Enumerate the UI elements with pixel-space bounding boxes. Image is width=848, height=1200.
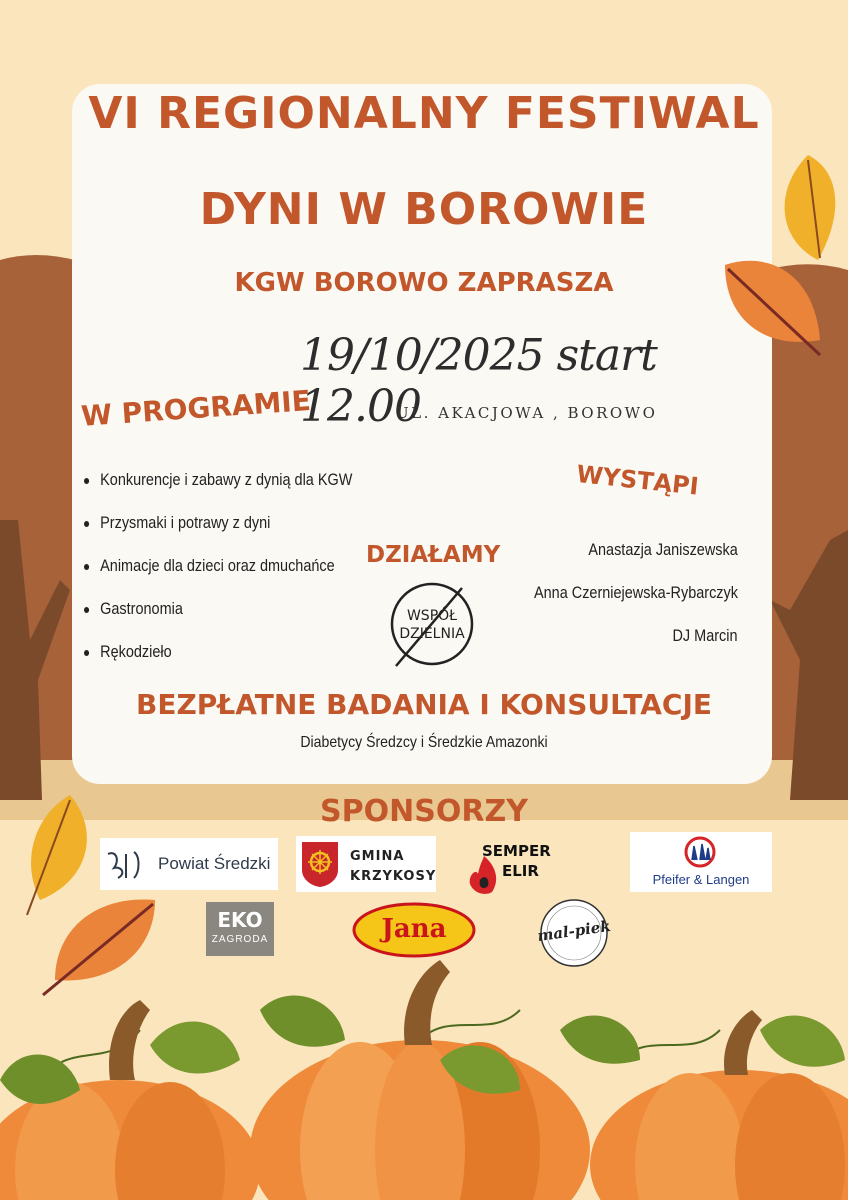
eko-label-line1: EKO — [217, 908, 263, 932]
program-list — [84, 470, 400, 685]
festival-title-line1: VI REGIONALNY FESTIWAL — [88, 88, 760, 139]
sponsors-heading: SPONSORZY — [320, 794, 528, 829]
gmina-coat-of-arms-icon — [300, 840, 340, 888]
performer-3: DJ Marcin — [672, 626, 738, 645]
malpiek-label: mal-piek — [536, 916, 612, 946]
bullet-icon — [84, 650, 89, 656]
semper-label-line2: ELIR — [502, 862, 539, 880]
wspoldzielnia-logo — [384, 578, 480, 670]
logo-line2: DZIELNIA — [399, 626, 465, 642]
bullet-icon — [84, 478, 89, 484]
list-item: Przysmaki i potrawy z dyni — [84, 513, 352, 556]
performer-2: Anna Czerniejewska-Rybarczyk — [534, 583, 738, 602]
perform-heading: WYSTĄPI — [575, 460, 700, 501]
list-item: Animacje dla dzieci oraz dmuchańce — [84, 556, 352, 599]
pfeifer-label: Pfeifer & Langen — [652, 872, 750, 887]
sponsor-logo-powiat — [100, 838, 278, 890]
festival-subtitle: KGW BOROWO ZAPRASZA — [234, 268, 614, 298]
semper-label-line1: SEMPER — [482, 842, 551, 860]
list-item: Rękodzieło — [84, 642, 352, 685]
bullet-icon — [84, 607, 89, 613]
event-date: 19/10/2025 start 12.00 — [300, 330, 657, 432]
pfeifer-emblem-icon — [682, 836, 718, 868]
jana-label: Jana — [381, 914, 447, 944]
list-item: Konkurencje i zabawy z dynią dla KGW — [84, 470, 352, 513]
bullet-icon — [84, 521, 89, 527]
sponsor-logo-semper — [466, 840, 562, 896]
free-checkups-subtitle: Diabetycy Średzcy i Średzkie Amazonki — [300, 734, 548, 751]
list-item: Gastronomia — [84, 599, 352, 642]
powiat-label: Powiat Średzki — [158, 854, 271, 873]
sponsor-logo-eko — [206, 902, 274, 956]
eko-label-line2: ZAGRODA — [211, 934, 269, 945]
pumpkins-illustration — [0, 950, 848, 1200]
free-checkups-heading: BEZPŁATNE BADANIA I KONSULTACJE — [135, 688, 712, 721]
semper-flame-icon — [466, 854, 502, 896]
active-heading: DZIAŁAMY — [366, 542, 501, 568]
gmina-label-line2: KRZYKOSY — [350, 869, 437, 884]
logo-line1: WSPÓŁ — [406, 608, 458, 624]
gmina-label-line1: GMINA — [350, 849, 405, 864]
sponsor-logo-gmina — [296, 836, 436, 892]
sponsor-logo-pfeifer — [630, 832, 772, 892]
performer-1: Anastazja Janiszewska — [588, 540, 738, 559]
event-address: UL. AKACJOWA , BOROWO — [396, 404, 658, 422]
festival-title-line2: DYNI W BOROWIE — [199, 184, 649, 235]
program-heading: W PROGRAMIE — [80, 383, 312, 433]
bullet-icon — [84, 564, 89, 570]
powiat-emblem-icon — [104, 846, 150, 882]
